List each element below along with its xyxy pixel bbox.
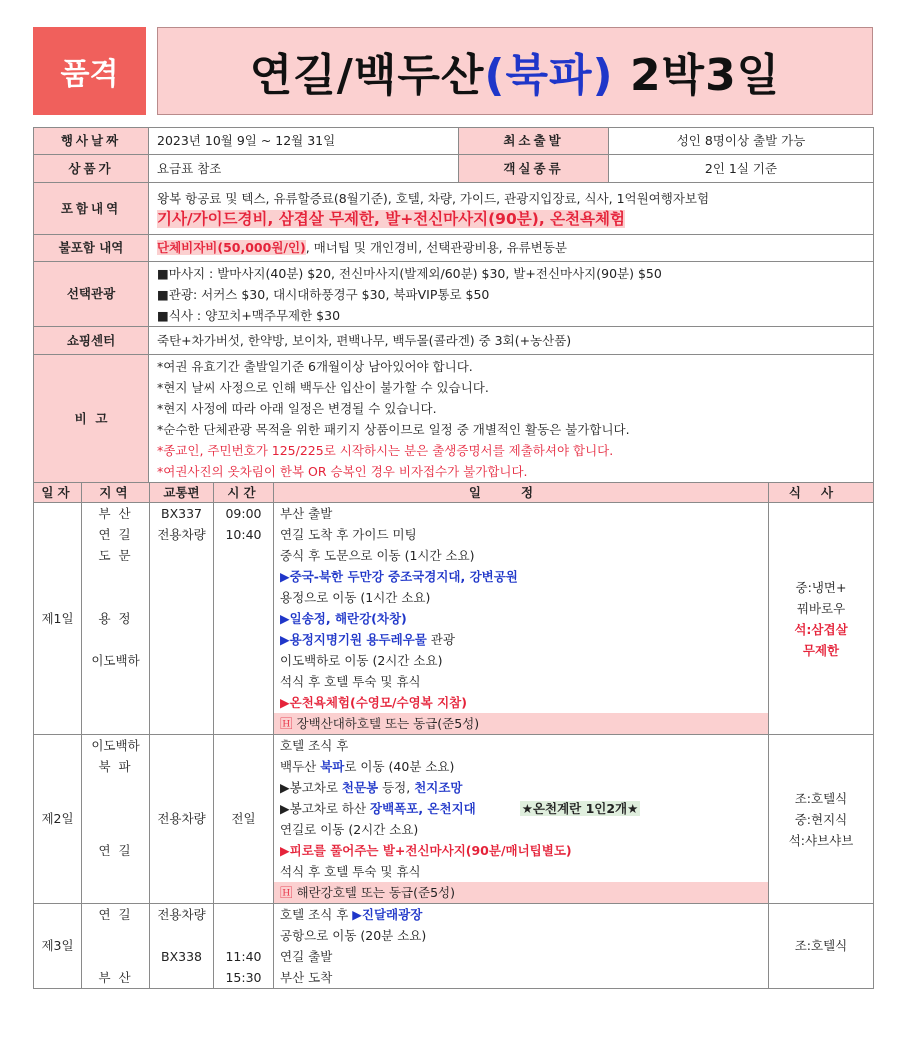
hotel-icon: 🄷 [280, 885, 293, 900]
day3-itinerary: 호텔 조식 후 ▶진달래광장 공항으로 이동 (20분 소요) 연길 출발 부산 도착 [274, 904, 769, 989]
day1-label: 제1일 [34, 503, 82, 735]
col-meal: 식사 [769, 483, 874, 503]
opt-label: 선택관광 [34, 262, 149, 327]
shop-value: 죽탄+차가버섯, 한약방, 보이차, 편백나무, 백두몰(콜라겐) 중 3회(+농산품) [149, 327, 874, 355]
hotel-icon: 🄷 [280, 716, 293, 731]
egg-note: ★온천계란 1인2개★ [521, 801, 639, 816]
info-table [33, 127, 874, 483]
date-value: 2023년 10월 9일 ~ 12월 31일 [149, 128, 459, 155]
note-line: *현지 사정에 따라 아래 일정은 변경될 수 있습니다. [157, 400, 437, 416]
note-line: *현지 날씨 사정으로 인해 백두산 입산이 불가할 수 있습니다. [157, 379, 489, 395]
opt-line: ■식사 : 양꼬치+맥주무제한 $30 [157, 307, 341, 323]
price-value: 요금표 참조 [149, 155, 459, 183]
day1-meals: 중:냉면+ 꿔바로우 석:삼겹살 무제한 [769, 503, 874, 735]
day3-places: 연 길 부 산 [82, 904, 150, 989]
incl-line2: 기사/가이드경비, 삼겹살 무제한, 발+전신마사지(90분), 온천욕체험 [157, 209, 625, 228]
incl-value [149, 183, 874, 235]
min-value: 성인 8명이상 출발 가능 [609, 128, 874, 155]
title-main: 연길/백두산 [249, 50, 485, 101]
day1-places: 부 산 연 길 도 문 용 정 이도백하 [82, 503, 150, 735]
col-itinerary: 일정 [274, 483, 769, 503]
note-line: *여권 유효기간 출발일기준 6개월이상 남아있어야 합니다. [157, 358, 473, 374]
note-label: 비 고 [34, 355, 149, 483]
day2-time: 전일 [214, 735, 274, 904]
note-line-red: *종교인, 주민번호가 125/225로 시작하시는 분은 출생증명서를 제출하셔야 합니다. [157, 442, 614, 458]
note-value [149, 355, 874, 483]
room-label: 객실종류 [459, 155, 609, 183]
day2-meals: 조:호텔식 중:현지식 석:샤브샤브 [769, 735, 874, 904]
schedule-table [33, 482, 874, 989]
price-label: 상품가 [34, 155, 149, 183]
day3-times: 11:40 15:30 [214, 904, 274, 989]
room-value: 2인 1실 기준 [609, 155, 874, 183]
min-label: 최소출발 [459, 128, 609, 155]
grade-badge: 품격 [33, 27, 146, 115]
day2-places: 이도백하 북 파 연 길 [82, 735, 150, 904]
day1-hotel: 🄷 장백산대하호텔 또는 동급(준5성) [274, 713, 768, 734]
title-tail: 2박3일 [613, 50, 781, 101]
day1-itinerary: 부산 출발 연길 도착 후 가이드 미팅 중식 후 도문으로 이동 (1시간 소요) ▶중국-북한 두만강 중조국경지대, 강변공원 용정으로 이동 (1시간 소요) ▶일송정, 해란강(차창) ▶용정지명기원 용두레우물 관광 이도백하로 이동 (2시간 소요) 석식 후 호텔 투숙 및 휴식 ▶온천욕체험(수영모/수영복 지참) 🄷 장백산대하호텔 또는 동급(준5성) [274, 503, 769, 735]
col-place: 지역 [82, 483, 150, 503]
page-title [157, 27, 873, 115]
day3-meals: 조:호텔식 [769, 904, 874, 989]
excl-value: 단체비자비(50,000원/인), 매너팁 및 개인경비, 선택관광비용, 유류변동분 [149, 235, 874, 262]
title-blue: (북파) [484, 50, 614, 101]
incl-label: 포함내역 [34, 183, 149, 235]
day3-transport: 전용차량 BX338 [150, 904, 214, 989]
opt-line: ■관광: 서커스 $30, 대시대하풍경구 $30, 북파VIP통로 $50 [157, 286, 490, 302]
title-banner [33, 24, 873, 116]
note-line-red: *여권사진의 옷차림이 한복 OR 승복인 경우 비자접수가 불가합니다. [157, 463, 528, 479]
date-label: 행사날짜 [34, 128, 149, 155]
day2-transport: 전용차량 [150, 735, 214, 904]
opt-line: ■마사지 : 발마사지(40분) $20, 전신마사지(발제외/60분) $30, 발+전신마사지(90분) $50 [157, 265, 662, 281]
col-transport: 교통편 [150, 483, 214, 503]
day2-label: 제2일 [34, 735, 82, 904]
col-day: 일자 [34, 483, 82, 503]
day1-times: 09:00 10:40 [214, 503, 274, 735]
day3-label: 제3일 [34, 904, 82, 989]
day2-itinerary: 호텔 조식 후 백두산 북파로 이동 (40분 소요) ▶봉고차로 천문봉 등정, 천지조망 ▶봉고차로 하산 장백폭포, 온천지대 ★온천계란 1인2개★ 연길로 이동 (2시간 소요) ▶피로를 풀어주는 발+전신마사지(90분/매너팁별도) 석식 후 호텔 투숙 및 휴식 🄷 해란강호텔 또는 동급(준5성) [274, 735, 769, 904]
incl-line1: 왕복 항공료 및 텍스, 유류할증료(8월기준), 호텔, 차량, 가이드, 관광지입장료, 식사, 1억원여행자보험 [157, 190, 710, 206]
shop-label: 쇼핑센터 [34, 327, 149, 355]
opt-value [149, 262, 874, 327]
excl-label: 불포함 내역 [34, 235, 149, 262]
day1-transport: BX337 전용차량 [150, 503, 214, 735]
col-time: 시간 [214, 483, 274, 503]
note-line: *순수한 단체관광 목적을 위한 패키지 상품이므로 일정 중 개별적인 활동은 불가합니다. [157, 421, 630, 437]
day2-hotel: 🄷 해란강호텔 또는 동급(준5성) [274, 882, 768, 903]
